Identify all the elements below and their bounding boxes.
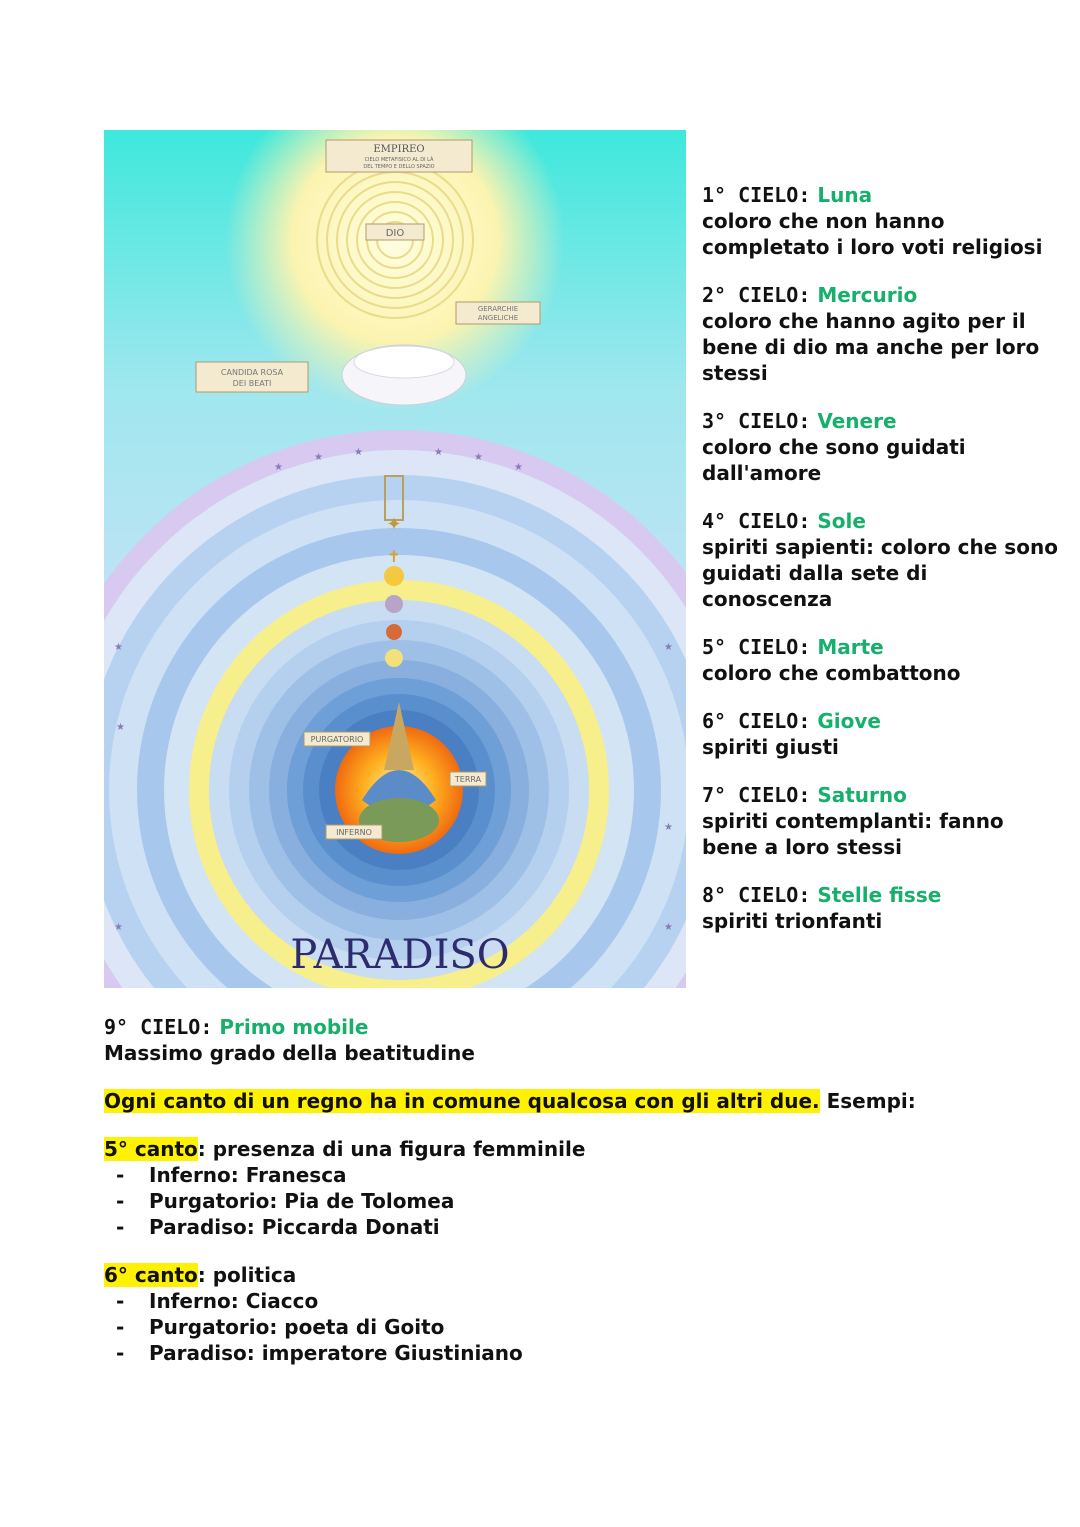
intro-highlight: Ogni canto di un regno ha in comune qualcosa con gli altri due. — [104, 1089, 820, 1113]
list-item: - Purgatorio: poeta di Goito — [104, 1314, 1004, 1340]
list-item: - Inferno: Ciacco — [104, 1288, 1004, 1314]
terra-label: TERRA — [454, 775, 482, 784]
list-item: - Inferno: Franesca — [104, 1162, 1004, 1188]
gerarchie-label-2: ANGELICHE — [477, 314, 519, 322]
svg-text:★: ★ — [114, 642, 123, 653]
empireo-sub2: DEL TEMPO E DELLO SPAZIO — [363, 164, 435, 170]
dio-label: DIO — [385, 228, 405, 239]
cielo-7 — [702, 782, 1062, 860]
cielo-desc: spiriti giusti — [702, 735, 839, 759]
svg-text:★: ★ — [274, 462, 283, 473]
canto-5-section — [104, 1136, 1004, 1240]
cielo-head: 5° CIELO: — [702, 635, 811, 659]
canto-label: 5° canto — [104, 1137, 198, 1161]
cielo-1 — [702, 182, 1062, 260]
cielo-name: Primo mobile — [219, 1015, 369, 1039]
cielo-4 — [702, 508, 1062, 612]
svg-text:★: ★ — [664, 922, 673, 933]
canto-5-list — [104, 1162, 1004, 1240]
inferno-label: INFERNO — [336, 828, 372, 837]
svg-text:★: ★ — [114, 922, 123, 933]
cielo-head: 8° CIELO: — [702, 883, 811, 907]
cielo-name: Saturno — [817, 783, 907, 807]
cielo-head: 1° CIELO: — [702, 183, 811, 207]
cielo-head: 3° CIELO: — [702, 409, 811, 433]
cielo-desc: spiriti contemplanti: fanno bene a loro stessi — [702, 809, 1004, 859]
canto-topic: : presenza di una figura femminile — [197, 1137, 586, 1161]
svg-text:★: ★ — [474, 452, 483, 463]
cielo-name: Giove — [817, 709, 881, 733]
svg-text:★: ★ — [664, 822, 673, 833]
gerarchie-label-1: GERARCHIE — [477, 305, 519, 313]
list-item: - Purgatorio: Pia de Tolomea — [104, 1188, 1004, 1214]
purgatorio-label: PURGATORIO — [310, 735, 364, 744]
cielo-3 — [702, 408, 1062, 486]
cielo-desc: coloro che hanno agito per il bene di dio ma anche per loro stessi — [702, 309, 1040, 385]
intro-paragraph — [104, 1088, 1004, 1114]
cielo-desc: spiriti trionfanti — [702, 909, 883, 933]
paradiso-illustration — [104, 130, 686, 988]
svg-text:✦: ✦ — [386, 514, 402, 535]
svg-text:★: ★ — [434, 447, 443, 458]
candida-label-1: CANDIDA ROSA — [220, 368, 284, 377]
intro-rest: Esempi: — [819, 1089, 916, 1113]
canto-6-list — [104, 1288, 1004, 1366]
canto-label: 6° canto — [104, 1263, 198, 1287]
svg-text:★: ★ — [664, 642, 673, 653]
cielo-name: Stelle fisse — [817, 883, 942, 907]
cielo-desc: coloro che non hanno completato i loro voti religiosi — [702, 209, 1043, 259]
empireo-sub1: CIELO METAFISICO AL DI LÀ — [364, 157, 434, 163]
canto-6-section — [104, 1262, 1004, 1366]
cielo-desc: Massimo grado della beatitudine — [104, 1041, 475, 1065]
figure-title: PARADISO — [290, 932, 510, 978]
main-text — [104, 1014, 1004, 1366]
candida-label-2: DEI BEATI — [232, 379, 272, 388]
cielo-5 — [702, 634, 1062, 686]
cielo-head: 2° CIELO: — [702, 283, 811, 307]
svg-text:✝: ✝ — [387, 547, 401, 566]
cielo-head: 9° CIELO: — [104, 1015, 213, 1039]
cielo-2 — [702, 282, 1062, 386]
cielo-name: Mercurio — [817, 283, 918, 307]
svg-text:★: ★ — [314, 452, 323, 463]
cielo-desc: coloro che combattono — [702, 661, 961, 685]
cielo-head: 6° CIELO: — [702, 709, 811, 733]
list-item: - Paradiso: imperatore Giustiniano — [104, 1340, 1004, 1366]
svg-text:★: ★ — [514, 462, 523, 473]
cielo-desc: coloro che sono guidati dall'amore — [702, 435, 966, 485]
cielo-name: Sole — [817, 509, 866, 533]
cielo-8 — [702, 882, 1062, 934]
cielo-6 — [702, 708, 1062, 760]
list-item: - Paradiso: Piccarda Donati — [104, 1214, 1004, 1240]
empireo-label: EMPIREO — [373, 144, 425, 155]
cielo-name: Venere — [817, 409, 897, 433]
svg-text:★: ★ — [116, 722, 125, 733]
cielo-9 — [104, 1014, 1004, 1066]
canto-topic: : politica — [197, 1263, 297, 1287]
cieli-list — [702, 182, 1062, 956]
cielo-head: 4° CIELO: — [702, 509, 811, 533]
cielo-name: Marte — [817, 635, 884, 659]
svg-text:★: ★ — [354, 447, 363, 458]
cielo-name: Luna — [817, 183, 873, 207]
cielo-desc: spiriti sapienti: coloro che sono guidati dalla sete di conoscenza — [702, 535, 1058, 611]
cielo-head: 7° CIELO: — [702, 783, 811, 807]
